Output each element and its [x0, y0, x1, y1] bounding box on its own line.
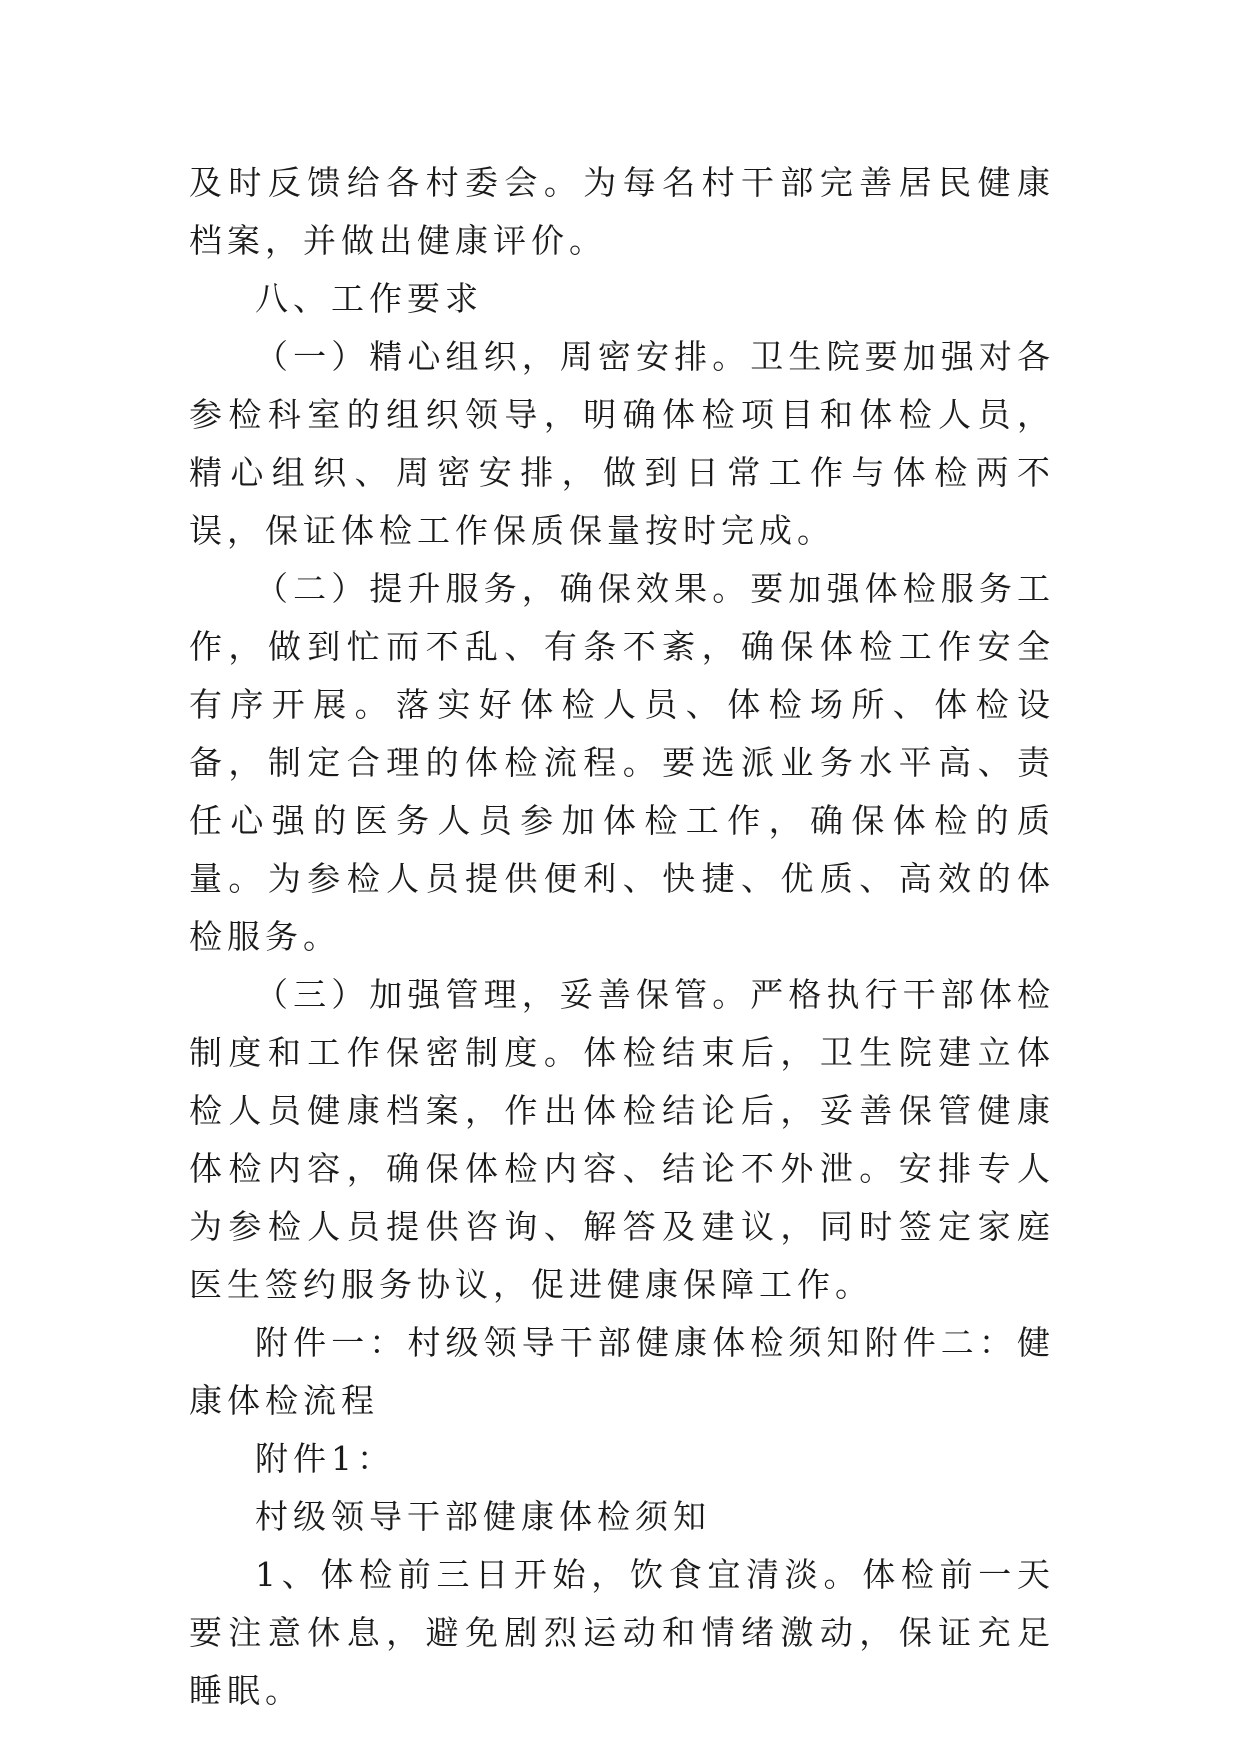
- paragraph-requirement-1: （一）精心组织，周密安排。卫生院要加强对各参检科室的组织领导，明确体检项目和体检人员，精心组织、周密安排，做到日常工作与体检两不误，保证体检工作保质保量按时完成。: [189, 337, 1055, 550]
- section-heading-work-requirements: 八、工作要求: [255, 279, 483, 318]
- attachment-1-title: 村级领导干部健康体检须知: [255, 1497, 711, 1536]
- paragraph-requirement-3: （三）加强管理，妥善保管。严格执行干部体检制度和工作保密制度。体检结束后，卫生院建立体检人员健康档案，作出体检结论后，妥善保管健康体检内容，确保体检内容、结论不外泄。安排专人为参检人员提供咨询、解答及建议，同时签定家庭医生签约服务协议，促进健康保障工作。: [189, 975, 1055, 1304]
- notice-item-1: 1、体检前三日开始，饮食宜清淡。体检前一天要注意休息，避免剧烈运动和情绪激动，保证充足睡眠。: [189, 1555, 1055, 1710]
- paragraph-health-feedback: 及时反馈给各村委会。为每名村干部完善居民健康档案，并做出健康评价。: [189, 163, 1055, 260]
- document-body: [189, 154, 1055, 1720]
- paragraph-requirement-2: （二）提升服务，确保效果。要加强体检服务工作，做到忙而不乱、有条不紊，确保体检工作安全有序开展。落实好体检人员、体检场所、体检设备，制定合理的体检流程。要选派业务水平高、责任心强的医务人员参加体检工作，确保体检的质量。为参检人员提供便利、快捷、优质、高效的体检服务。: [189, 569, 1055, 956]
- attachment-1-label: 附件1：: [255, 1439, 395, 1478]
- paragraph-attachments-list: 附件一：村级领导干部健康体检须知附件二：健康体检流程: [189, 1323, 1055, 1420]
